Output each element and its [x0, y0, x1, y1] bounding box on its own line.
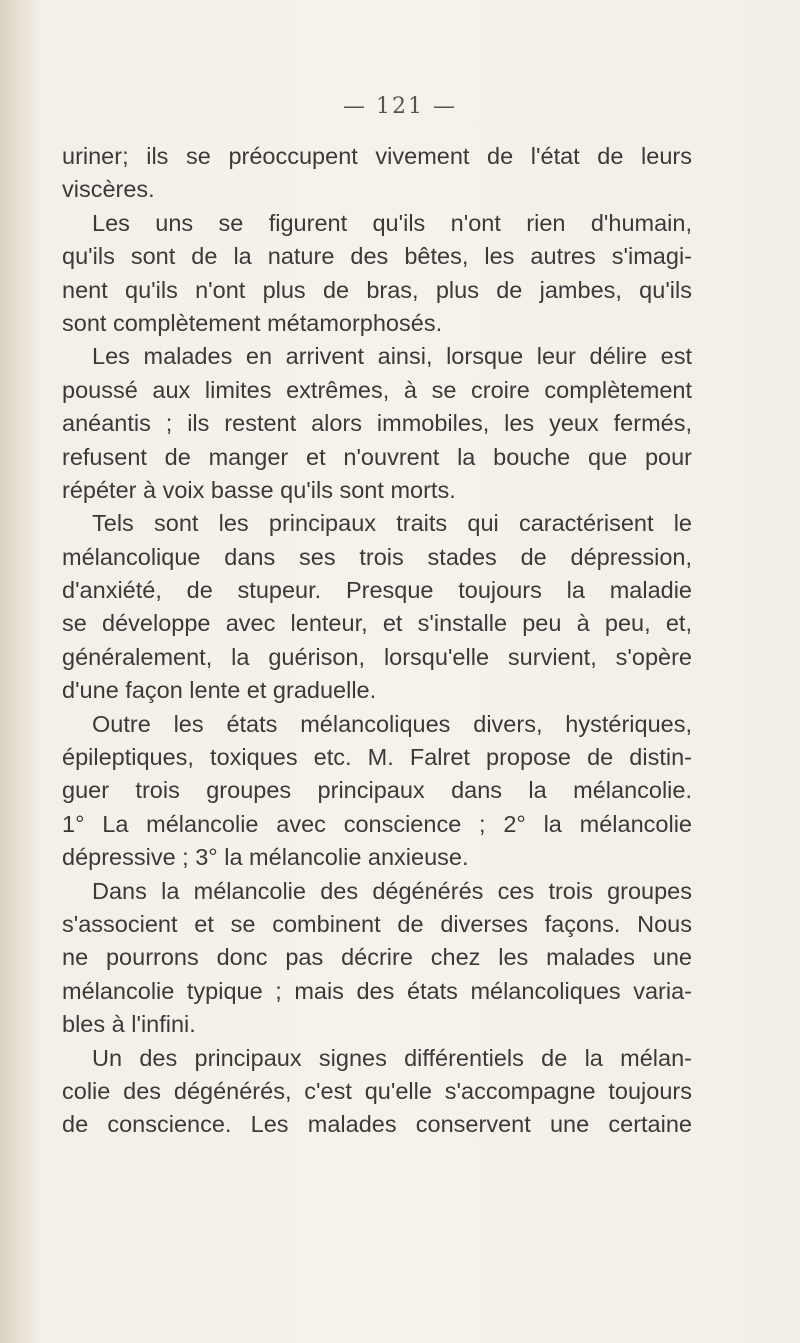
text-line: bles à l'infini.: [62, 1011, 196, 1038]
text-line: de conscience. Les malades conservent une certaine: [62, 1111, 692, 1138]
text-line: nent qu'ils n'ont plus de bras, plus de jambes, qu'ils: [62, 276, 692, 303]
text-line: généralement, la guérison, lorsqu'elle survient, s'opère: [62, 643, 692, 670]
text-line: 1° La mélancolie avec conscience ; 2° la mélancolie: [62, 810, 692, 837]
text-line: Dans la mélancolie des dégénérés ces trois groupes: [92, 877, 692, 904]
page-number-header: — 121 —: [343, 94, 457, 119]
page-binding-edge: [0, 0, 38, 1343]
text-line: uriner; ils se préoccupent vivement de l'état de leurs: [62, 143, 692, 169]
text-line: s'associent et se combinent de diverses façons. Nous: [62, 910, 692, 937]
text-line: mélancolie typique ; mais des états mélancoliques varia-: [62, 977, 692, 1004]
text-line: Tels sont les principaux traits qui caractérisent le: [92, 510, 692, 537]
text-line: anéantis ; ils restent alors immobiles, les yeux fermés,: [62, 410, 692, 437]
text-line: Outre les états mélancoliques divers, hystériques,: [92, 710, 692, 737]
text-line: d'une façon lente et graduelle.: [62, 677, 377, 704]
text-line: Un des principaux signes différentiels de la mélan-: [92, 1044, 692, 1071]
text-line: colie des dégénérés, c'est qu'elle s'accompagne toujours: [62, 1077, 692, 1104]
text-line: guer trois groupes principaux dans la mélancolie.: [62, 777, 692, 804]
text-line: d'anxiété, de stupeur. Presque toujours la maladie: [62, 577, 692, 604]
text-line: Les malades en arrivent ainsi, lorsque leur délire est: [92, 343, 692, 370]
text-line: épileptiques, toxiques etc. M. Falret propose de distin-: [62, 744, 692, 771]
text-line: se développe avec lenteur, et s'installe peu à peu, et,: [62, 610, 692, 637]
text-line: Les uns se figurent qu'ils n'ont rien d'humain,: [92, 209, 692, 236]
text-line: poussé aux limites extrêmes, à se croire complètement: [62, 376, 692, 403]
text-line: qu'ils sont de la nature des bêtes, les autres s'imagi-: [62, 243, 692, 270]
text-line: mélancolique dans ses trois stades de dépression,: [62, 543, 692, 570]
text-line: ne pourrons donc pas décrire chez les malades une: [62, 944, 692, 971]
text-line: dépressive ; 3° la mélancolie anxieuse.: [62, 844, 469, 871]
text-line: sont complètement métamorphosés.: [62, 309, 443, 336]
text-line: refusent de manger et n'ouvrent la bouche que pour: [62, 443, 692, 470]
text-line: viscères.: [62, 176, 155, 203]
body-text: [62, 140, 692, 1142]
text-line: répéter à voix basse qu'ils sont morts.: [62, 476, 456, 503]
